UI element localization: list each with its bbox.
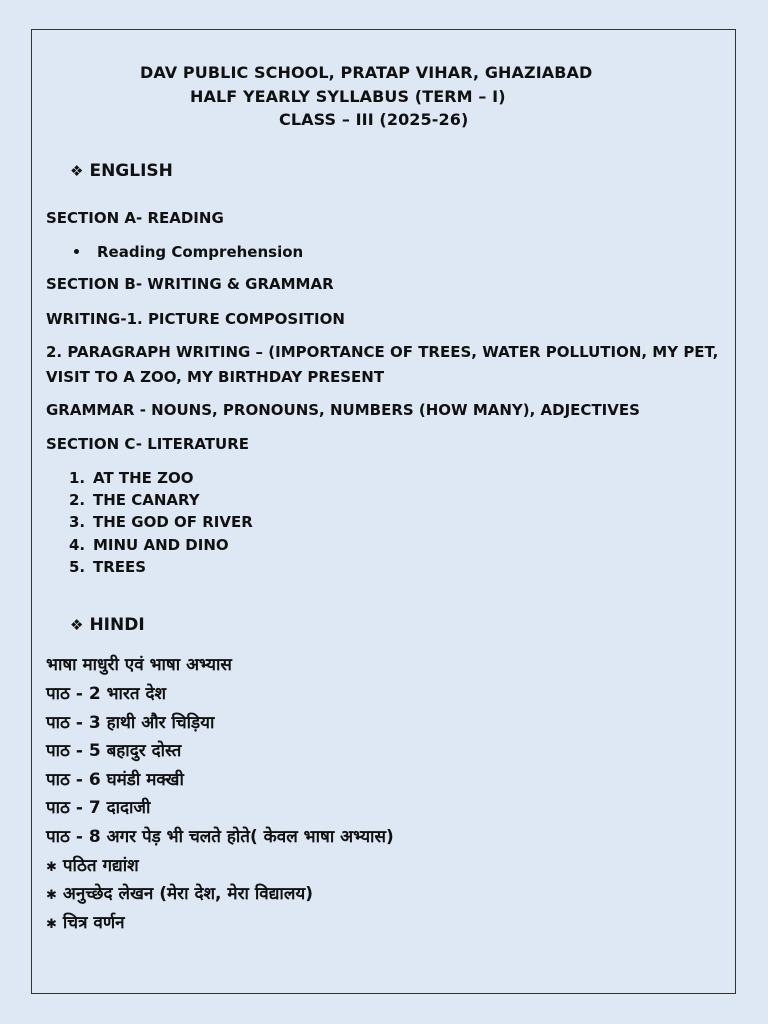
list-number: 3. [69, 513, 86, 531]
list-text: TREES [93, 558, 147, 576]
hindi-star-text: चित्र वर्णन [62, 913, 125, 933]
writing-1: WRITING-1. PICTURE COMPOSITION [46, 310, 345, 328]
hindi-line: पाठ - 6 घमंडी मक्खी [46, 770, 184, 790]
hindi-line: पाठ - 2 भारत देश [46, 684, 167, 704]
class-title: CLASS – III (2025-26) [279, 110, 469, 129]
list-text: AT THE ZOO [93, 469, 194, 487]
hindi-star-item [46, 882, 313, 908]
section-b-heading: SECTION B- WRITING & GRAMMAR [46, 275, 334, 293]
hindi-heading [70, 615, 145, 635]
list-item [69, 512, 253, 532]
hindi-line: पाठ - 5 बहादुर दोस्त [46, 741, 182, 761]
hindi-title: HINDI [89, 615, 145, 635]
list-number: 2. [69, 491, 86, 509]
diamond-bullet-icon: ❖ [70, 162, 84, 180]
list-item [69, 490, 200, 510]
section-a-heading: SECTION A- READING [46, 209, 224, 227]
school-name: DAV PUBLIC SCHOOL, PRATAP VIHAR, GHAZIABAD [140, 63, 593, 82]
asterisk-bullet-icon: ✱ [46, 917, 57, 932]
hindi-line: पाठ - 3 हाथी और चिड़िया [46, 713, 215, 733]
diamond-bullet-icon: ❖ [70, 616, 84, 634]
hindi-star-text: पठित गद्यांश [62, 856, 139, 876]
hindi-star-item [46, 911, 125, 937]
hindi-line: पाठ - 8 अगर पेड़ भी चलते होते( केवल भाषा अभ्यास) [46, 827, 394, 847]
bullet-icon [74, 249, 79, 254]
exam-title: HALF YEARLY SYLLABUS (TERM – I) [190, 87, 506, 106]
hindi-line: भाषा माधुरी एवं भाषा अभ्यास [46, 655, 232, 675]
list-item [69, 557, 147, 577]
list-number: 4. [69, 536, 86, 554]
list-text: MINU AND DINO [93, 536, 229, 554]
english-title: ENGLISH [89, 161, 173, 181]
hindi-star-item [46, 854, 139, 880]
list-number: 1. [69, 469, 86, 487]
grammar-topics: GRAMMAR - NOUNS, PRONOUNS, NUMBERS (HOW MANY), ADJECTIVES [46, 401, 640, 419]
writing-2-line2: VISIT TO A ZOO, MY BIRTHDAY PRESENT [46, 368, 385, 386]
list-item [69, 468, 194, 488]
section-a-item: Reading Comprehension [97, 243, 304, 261]
writing-2-line1: 2. PARAGRAPH WRITING – (IMPORTANCE OF TREES, WATER POLLUTION, MY PET, [46, 343, 719, 361]
list-number: 5. [69, 558, 86, 576]
asterisk-bullet-icon: ✱ [46, 888, 57, 903]
section-c-heading: SECTION C- LITERATURE [46, 435, 250, 453]
hindi-star-text: अनुच्छेद लेखन (मेरा देश, मेरा विद्यालय) [62, 884, 313, 904]
asterisk-bullet-icon: ✱ [46, 860, 57, 875]
list-item [69, 535, 229, 555]
hindi-line: पाठ - 7 दादाजी [46, 798, 151, 818]
list-text: THE CANARY [93, 491, 200, 509]
list-text: THE GOD OF RIVER [93, 513, 253, 531]
english-heading [70, 161, 173, 181]
